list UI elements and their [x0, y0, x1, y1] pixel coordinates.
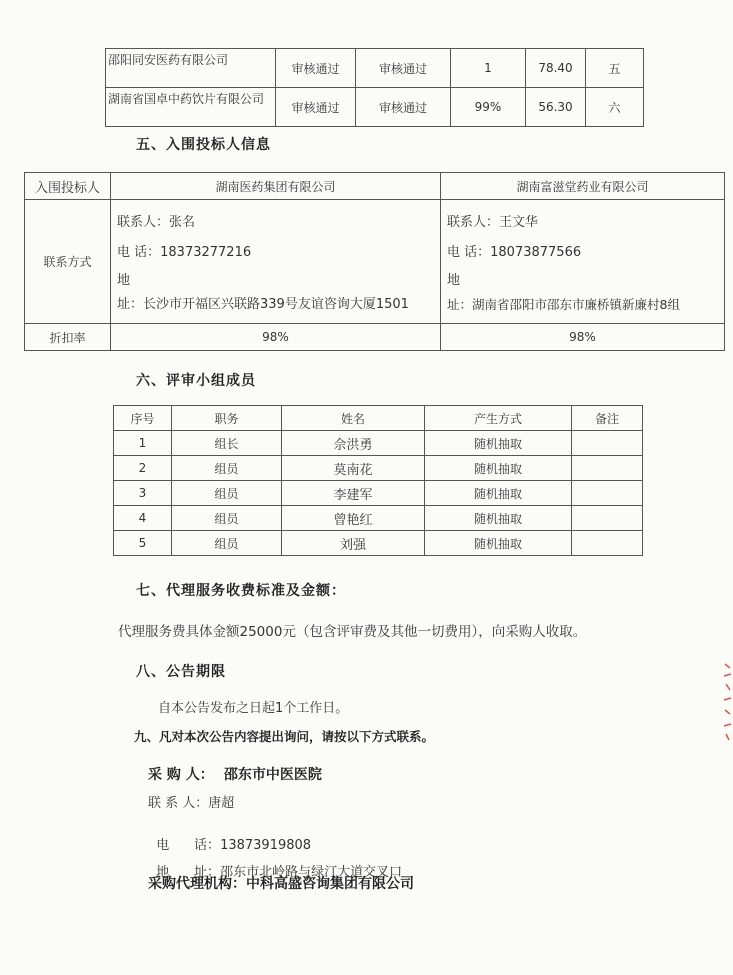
- header-cell: 产生方式: [425, 406, 572, 431]
- bidder-header-label: 入围投标人: [25, 173, 111, 200]
- table-row: [114, 481, 643, 506]
- status-cell: 审核通过: [276, 88, 356, 127]
- cell: [572, 431, 643, 456]
- cell: 组员: [172, 481, 282, 506]
- stamp-mark: [722, 662, 732, 746]
- cell: 5: [114, 531, 172, 556]
- purchaser-line: [148, 764, 322, 784]
- contact2-phone: 电 话：18073877566: [447, 245, 582, 260]
- phone-label: 电 话：: [156, 838, 221, 853]
- rank-cell: 五: [586, 49, 644, 88]
- contact2-cell: [441, 200, 725, 324]
- company1-cell: 湖南医药集团有限公司: [111, 173, 441, 200]
- status-cell: 审核通过: [356, 49, 451, 88]
- contact1-addr2: 址：长沙市开福区兴联路339号友谊咨询大厦1501: [117, 297, 409, 312]
- cell: [572, 456, 643, 481]
- table-row: [106, 49, 644, 88]
- header-cell: 职务: [172, 406, 282, 431]
- company-cell: 邵阳同安医药有限公司: [106, 49, 276, 88]
- contact-label: 联系方式: [25, 200, 111, 324]
- cell: 3: [114, 481, 172, 506]
- header-cell: 姓名: [282, 406, 425, 431]
- section8-text: 自本公告发布之日起1个工作日。: [158, 701, 349, 716]
- table-row: [114, 456, 643, 481]
- status-cell: 审核通过: [356, 88, 451, 127]
- contact-person-value: 唐超: [208, 796, 235, 811]
- address-value: 邵东市北岭路与绿汀大道交叉口: [220, 865, 403, 880]
- contact1-phone: 电 话：18373277216: [117, 245, 252, 260]
- contact-person-label: 联 系 人：: [148, 796, 209, 811]
- cell: 组长: [172, 431, 282, 456]
- cell: 刘强: [282, 531, 425, 556]
- cell: [572, 506, 643, 531]
- cell: 4: [114, 506, 172, 531]
- cell: 李建军: [282, 481, 425, 506]
- contact2-addr2: 址：湖南省邵阳市邵东市廉桥镇新廉村8组: [447, 297, 680, 312]
- value-cell: 1: [451, 49, 526, 88]
- address-label: 地 址：: [156, 865, 221, 880]
- agency-line: [148, 873, 414, 893]
- section6-title: 六、评审小组成员: [136, 373, 256, 389]
- section7-title: 七、代理服务收费标准及金额：: [136, 583, 346, 599]
- discount-label: 折扣率: [25, 324, 111, 351]
- cell: 随机抽取: [425, 431, 572, 456]
- cell: 2: [114, 456, 172, 481]
- contact1-cell: [111, 200, 441, 324]
- score-cell: 78.40: [526, 49, 586, 88]
- cell: 莫南花: [282, 456, 425, 481]
- agency-value: 中科高盛咨询集团有限公司: [246, 876, 414, 892]
- stamp-fragment-icon: [722, 662, 732, 742]
- table-row: [114, 531, 643, 556]
- value-cell: 99%: [451, 88, 526, 127]
- bidder-table: [24, 172, 725, 351]
- contact2-person: 联系人：王文华: [447, 215, 539, 230]
- header-cell: 备注: [572, 406, 643, 431]
- section9-title: 九、凡对本次公告内容提出询问，请按以下方式联系。: [134, 729, 435, 744]
- cell: 组员: [172, 531, 282, 556]
- review-table: [105, 48, 644, 127]
- table-row: [114, 506, 643, 531]
- cell: 1: [114, 431, 172, 456]
- cell: 佘洪勇: [282, 431, 425, 456]
- cell: 随机抽取: [425, 506, 572, 531]
- cell: [572, 481, 643, 506]
- cell: 曾艳红: [282, 506, 425, 531]
- cell: 随机抽取: [425, 456, 572, 481]
- contact-line: [148, 792, 234, 811]
- score-cell: 56.30: [526, 88, 586, 127]
- discount2-cell: 98%: [441, 324, 725, 351]
- cell: 组员: [172, 456, 282, 481]
- cell: 随机抽取: [425, 531, 572, 556]
- discount1-cell: 98%: [111, 324, 441, 351]
- contact1-addr1: 地: [117, 273, 131, 288]
- company-cell: 湖南省国卓中药饮片有限公司: [106, 88, 276, 127]
- cell: [572, 531, 643, 556]
- table-row: [114, 431, 643, 456]
- section7-text: 代理服务费具体金额25000元（包含评审费及其他一切费用），向采购人收取。: [118, 624, 587, 640]
- purchaser-value: 邵东市中医医院: [223, 767, 322, 783]
- cell: 组员: [172, 506, 282, 531]
- status-cell: 审核通过: [276, 49, 356, 88]
- panel-table: [113, 405, 643, 556]
- section8-title: 八、公告期限: [136, 664, 226, 680]
- table-row: [106, 88, 644, 127]
- contact1-person: 联系人：张名: [117, 215, 196, 230]
- company2-cell: 湖南富滋堂药业有限公司: [441, 173, 725, 200]
- purchaser-label: 采 购 人：: [148, 767, 214, 783]
- agency-label: 采购代理机构：: [148, 876, 246, 892]
- rank-cell: 六: [586, 88, 644, 127]
- header-cell: 序号: [114, 406, 172, 431]
- section5-title: 五、入围投标人信息: [136, 137, 271, 153]
- table-header-row: [114, 406, 643, 431]
- phone-value: 13873919808: [220, 838, 312, 853]
- contact2-addr1: 地: [447, 273, 461, 288]
- cell: 随机抽取: [425, 481, 572, 506]
